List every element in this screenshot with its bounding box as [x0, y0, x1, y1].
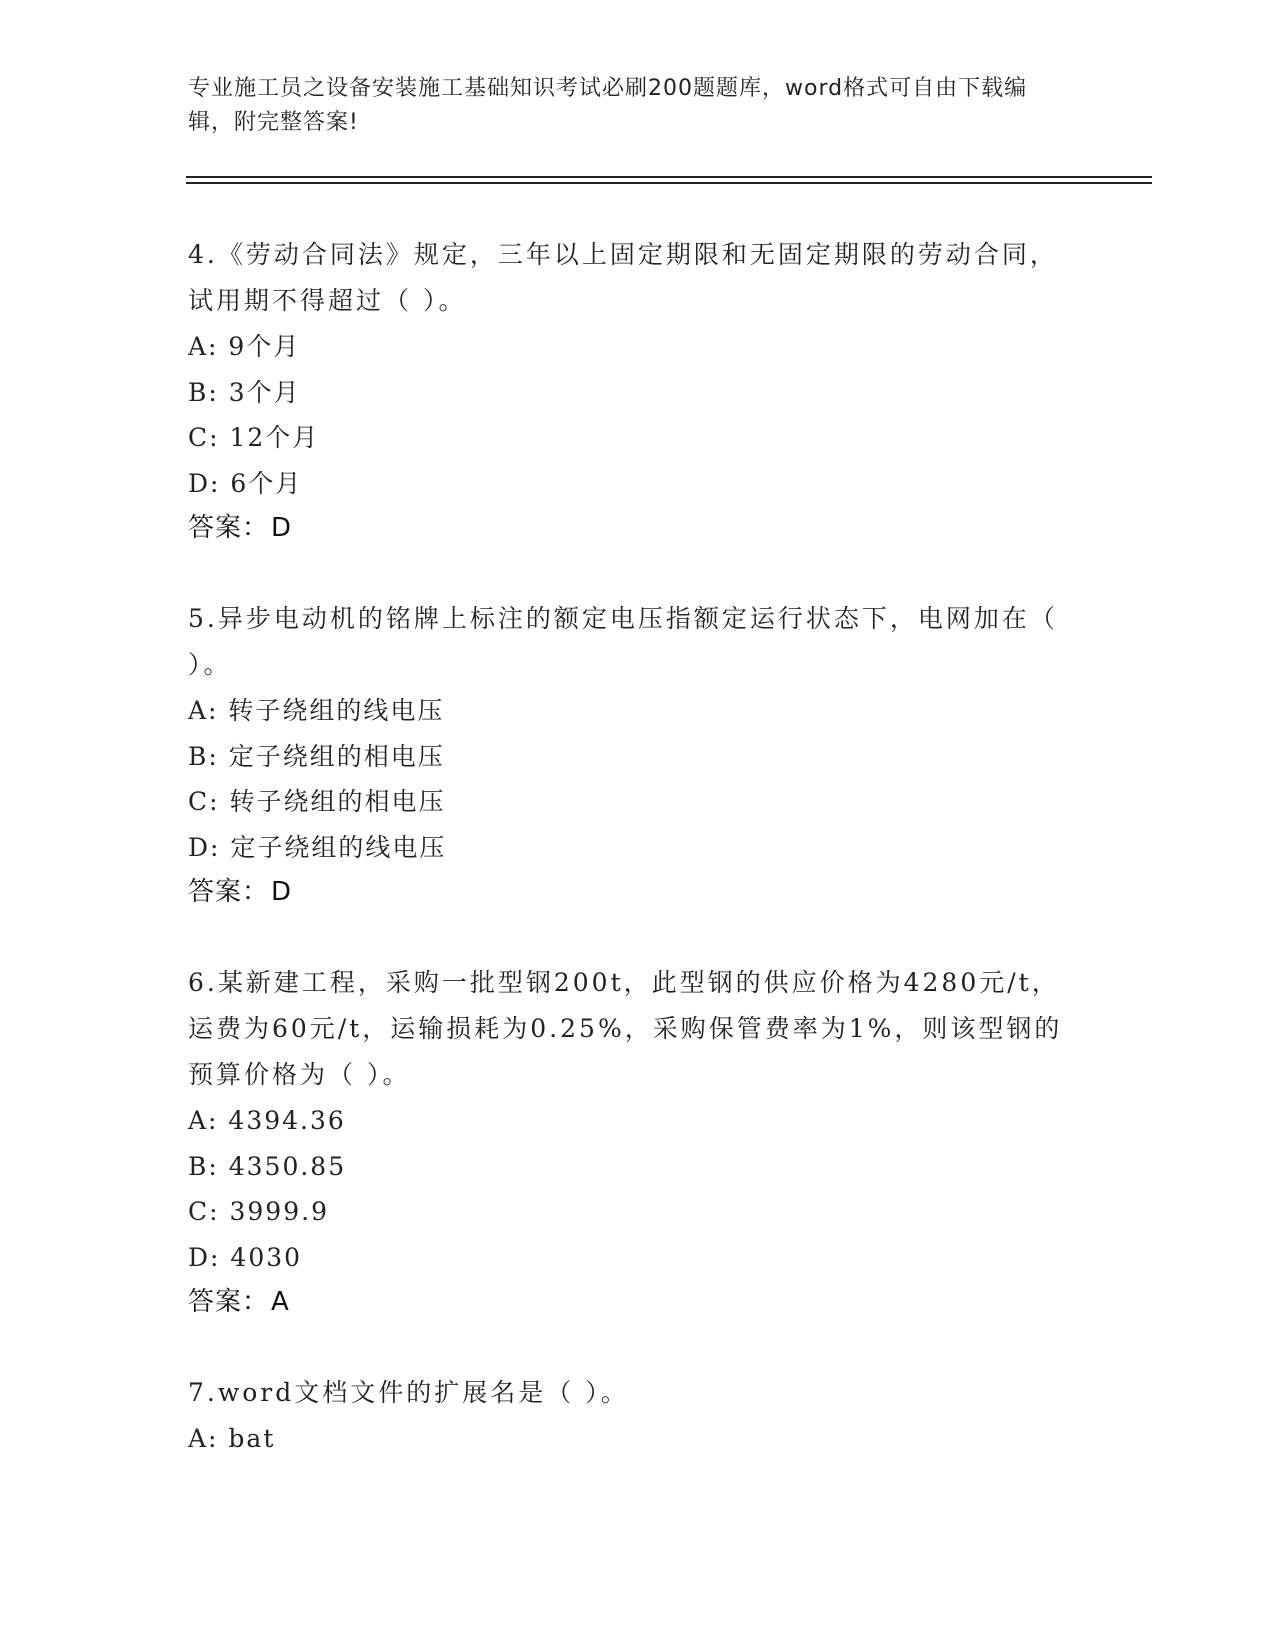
answer-label: 答案：: [188, 1287, 270, 1317]
option-c: C: 12个月: [188, 423, 320, 452]
option-b: B: 4350.85: [188, 1151, 347, 1181]
question-text: 6.某新建工程，采购一批型钢200t，此型钢的供应价格为4280元/t，运费为60元/t，运输损耗为0.25%，采购保管费率为1%，则该型钢的预算价格为（ ）。: [188, 968, 1063, 1089]
answer-value: D: [271, 877, 293, 907]
answer-value: D: [271, 513, 293, 543]
option-a: A: 9个月: [188, 332, 301, 361]
option-b: B: 3个月: [188, 377, 301, 407]
option-b: B: 定子绕组的相电压: [188, 741, 445, 771]
header-divider-bottom: [186, 182, 1152, 184]
option-c: C: 转子绕组的相电压: [188, 787, 446, 816]
option-c: C: 3999.9: [188, 1197, 329, 1226]
option-d: D: 4030: [188, 1242, 303, 1272]
answer-value: A: [271, 1287, 290, 1317]
option-a: A: 转子绕组的线电压: [188, 696, 445, 725]
answer-label: 答案：: [188, 513, 270, 543]
question-4: [188, 232, 1068, 551]
option-a: A: 4394.36: [188, 1106, 346, 1135]
question-text: 5.异步电动机的铭牌上标注的额定电压指额定运行状态下，电网加在（ ）。: [188, 604, 1058, 679]
question-list: [188, 232, 1068, 1507]
question-text: 4.《劳动合同法》规定，三年以上固定期限和无固定期限的劳动合同，试用期不得超过（ ）。: [188, 240, 1058, 315]
option-d: D: 6个月: [188, 468, 303, 498]
question-5: [188, 596, 1068, 915]
question-6: [188, 960, 1068, 1325]
document-header: 专业施工员之设备安装施工基础知识考试必刷200题题库，word格式可自由下载编辑，附完整答案!: [188, 76, 1028, 135]
option-a: A: bat: [188, 1424, 276, 1453]
answer-line: [188, 506, 1068, 551]
answer-label: 答案：: [188, 877, 270, 907]
question-7: [188, 1370, 1068, 1462]
header-divider-top: [186, 176, 1152, 178]
question-text: 7.word文档文件的扩展名是（ ）。: [188, 1378, 629, 1407]
answer-line: [188, 870, 1068, 915]
option-d: D: 定子绕组的线电压: [188, 832, 447, 862]
answer-line: [188, 1280, 1068, 1325]
